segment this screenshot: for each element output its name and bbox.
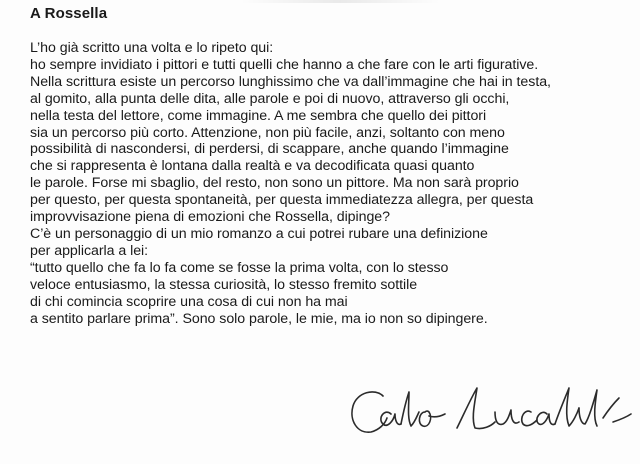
text-line: Nella scrittura esiste un percorso lunghissimo che va dall’immagine che hai in testa, [30,73,551,90]
text-line: ho sempre invidiato i pittori e tutti quelli che hanno a che fare con le arti figurative. [30,56,539,73]
handwritten-signature [345,368,635,448]
text-line: le parole. Forse mi sbaglio, del resto, non sono un pittore. Ma non sarà proprio [30,175,519,192]
text-line: C’è un personaggio di un mio romanzo a cui potrei rubare una definizione [30,225,488,242]
text-line: di chi comincia scoprire una cosa di cui non ha mai [30,293,348,310]
document-body [30,40,630,327]
scan-artifact [240,0,440,3]
text-line: a sentito parlare prima”. Sono solo parole, le mie, ma io non so dipingere. [30,310,488,327]
text-line: per questo, per questa spontaneità, per questa immediatezza allegra, per questa [30,192,534,209]
text-line: per applicarla a lei: [30,242,149,259]
text-line: al gomito, alla punta delle dita, alle parole e poi di nuovo, attraverso gli occhi, [30,90,510,107]
text-line: nella testa del lettore, come immagine. A me sembra che quello dei pittori [30,107,487,124]
text-line: sia un percorso più corto. Attenzione, non più facile, anzi, soltanto con meno [30,124,505,141]
text-line: L’ho già scritto una volta e lo ripeto qui: [30,40,274,56]
text-line: possibilità di nascondersi, di perdersi, di scappare, anche quando l’immagine [30,141,509,158]
document-title: A Rossella [30,5,108,22]
signature-icon [345,368,635,448]
text-line: “tutto quello che fa lo fa come se fosse la prima volta, con lo stesso [30,259,449,276]
text-line: improvvisazione piena di emozioni che Rossella, dipinge? [30,209,390,226]
text-line: che si rappresenta è lontana dalla realtà e va decodificata quasi quanto [30,158,475,175]
text-line: veloce entusiasmo, la stessa curiosità, lo stesso fremito sottile [30,276,418,293]
